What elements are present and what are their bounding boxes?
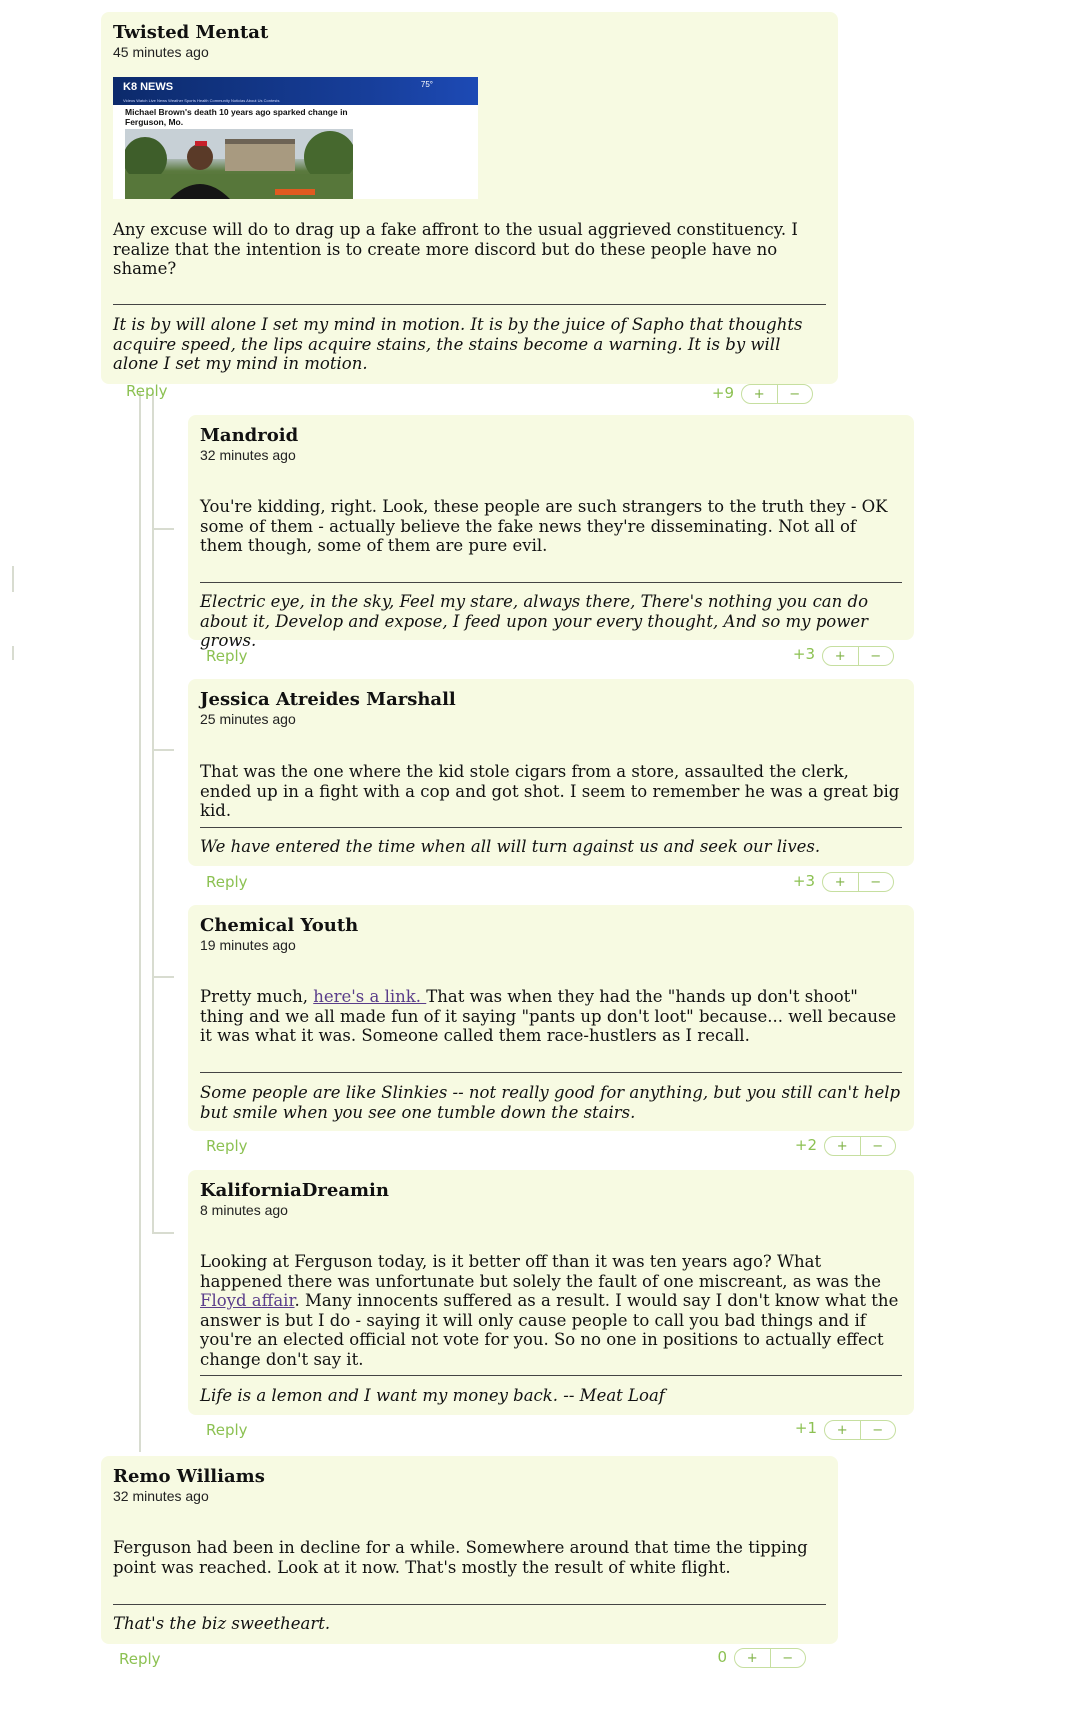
reply-button[interactable]: Reply: [126, 382, 168, 400]
news-photo: [125, 129, 353, 199]
signature-divider: [113, 1604, 826, 1605]
comment-signature: Life is a lemon and I want my money back. -- Meat Loaf: [200, 1386, 665, 1405]
reply-button[interactable]: Reply: [206, 647, 248, 665]
upvote-button[interactable]: +: [746, 1650, 758, 1666]
upvote-button[interactable]: +: [834, 648, 846, 664]
comment-signature: It is by will alone I set my mind in motion. It is by the juice of Sapho that thoughts acquire speed, the lips acquire stains, the stains become a warning. It is by will alone I set my mind in motion.: [113, 315, 803, 373]
comment-time[interactable]: 8 minutes ago: [200, 1202, 288, 1218]
vote-control: [734, 1648, 806, 1668]
comment-author[interactable]: Mandroid: [200, 425, 299, 446]
comment-time[interactable]: 45 minutes ago: [113, 44, 209, 60]
signature-divider: [200, 1375, 902, 1376]
comment-card: [101, 12, 838, 384]
comment-card: [188, 415, 914, 650]
comment-time[interactable]: 32 minutes ago: [200, 447, 296, 463]
thread-branch: [152, 528, 174, 530]
thread-branch: [152, 1232, 174, 1234]
downvote-button[interactable]: −: [777, 385, 813, 403]
thread-line: [152, 392, 154, 1232]
comment-author[interactable]: KaliforniaDreamin: [200, 1180, 389, 1201]
vote-control: [741, 384, 813, 404]
news-logo: K8 NEWS: [123, 81, 174, 93]
weather-badge: 75°: [420, 80, 433, 89]
downvote-button[interactable]: −: [858, 873, 894, 891]
downvote-button[interactable]: −: [860, 1421, 896, 1439]
signature-divider: [200, 1072, 902, 1073]
upvote-button[interactable]: +: [834, 874, 846, 890]
vote-score: 0: [717, 1648, 727, 1666]
downvote-button[interactable]: −: [858, 647, 894, 665]
vote-score: +3: [792, 872, 815, 890]
news-headline: Michael Brown's death 10 years ago sparked change in Ferguson, Mo.: [125, 107, 348, 127]
body-text: That was when they had the "hands up don't shoot" thing and we all made fun of it saying "pants up don't loot" because... well because it was what it was. Someone called them race-hustlers as I recall.: [200, 987, 897, 1045]
body-text: Looking at Ferguson today, is it better off than it was ten years ago? What happened there was unfortunate but solely the fault of one miscreant, as was the: [200, 1252, 881, 1291]
signature-divider: [200, 582, 902, 583]
embedded-image[interactable]: [113, 77, 478, 199]
comment-card: [188, 679, 914, 866]
comment-card: [101, 1456, 838, 1644]
news-nav: Videos Watch Live News Weather Sports Health Community Noticias About Us Contests: [123, 98, 280, 103]
vote-score: +1: [794, 1419, 817, 1437]
signature-divider: [113, 304, 826, 305]
upvote-button[interactable]: +: [836, 1138, 848, 1154]
inline-link[interactable]: here's a link.: [313, 987, 427, 1006]
downvote-button[interactable]: −: [770, 1649, 806, 1667]
comment-signature: That's the biz sweetheart.: [113, 1614, 331, 1633]
comment-body: [200, 987, 902, 1046]
reply-button[interactable]: Reply: [206, 1421, 248, 1439]
vote-score: +9: [711, 384, 734, 402]
reply-button[interactable]: Reply: [206, 1137, 248, 1155]
comment-card: [188, 905, 914, 1131]
comment-time[interactable]: 32 minutes ago: [113, 1488, 209, 1504]
thread-branch: [152, 976, 174, 978]
body-text: Pretty much,: [200, 987, 314, 1006]
body-text: . Many innocents suffered as a result. I would say I don't know what the answer is but I do - saying it will only cause people to call you bad things and if you're an elected official not vote for you. So no one in positions to actually effect change don't say it.: [200, 1291, 899, 1369]
upvote-button[interactable]: +: [836, 1422, 848, 1438]
vote-score: +3: [792, 645, 815, 663]
comment-signature: Electric eye, in the sky, Feel my stare, always there, There's nothing you can do about it, Develop and expose, I feed upon your every thought, And so my power grows.: [200, 592, 869, 650]
downvote-button[interactable]: −: [860, 1137, 896, 1155]
comment-body: Any excuse will do to drag up a fake affront to the usual aggrieved constituency. I realize that the intention is to create more discord but do these people have no shame?: [113, 220, 798, 278]
reply-button[interactable]: Reply: [119, 1650, 161, 1668]
news-header: [113, 77, 478, 105]
vote-control: [822, 646, 894, 666]
comment-body: Ferguson had been in decline for a while. Somewhere around that time the tipping point was reached. Look at it now. That's mostly the result of white flight.: [113, 1538, 808, 1577]
upvote-button[interactable]: +: [753, 386, 765, 402]
comment-time[interactable]: 25 minutes ago: [200, 711, 296, 727]
comment-body: You're kidding, right. Look, these people are such strangers to the truth they - OK some of them - actually believe the fake news they're disseminating. Not all of them though, some of them are pure evil.: [200, 497, 888, 555]
comment-time[interactable]: 19 minutes ago: [200, 937, 296, 953]
comment-card: [188, 1170, 914, 1415]
comment-signature: Some people are like Slinkies -- not really good for anything, but you still can't help but smile when you see one tumble down the stairs.: [200, 1083, 901, 1122]
comment-body: That was the one where the kid stole cigars from a store, assaulted the clerk, ended up in a fight with a cop and got shot. I seem to remember he was a great big kid.: [200, 762, 900, 820]
comment-signature: We have entered the time when all will turn against us and seek our lives.: [200, 837, 821, 856]
comment-author[interactable]: Jessica Atreides Marshall: [200, 689, 456, 710]
vote-control: [824, 1420, 896, 1440]
thread-branch: [152, 749, 174, 751]
thread-line: [139, 1232, 141, 1452]
signature-divider: [200, 827, 902, 828]
scroll-mark: [12, 646, 14, 660]
reply-button[interactable]: Reply: [206, 873, 248, 891]
comment-author[interactable]: Remo Williams: [113, 1466, 265, 1487]
comment-author[interactable]: Chemical Youth: [200, 915, 359, 936]
thread-line: [139, 392, 141, 1232]
vote-control: [824, 1136, 896, 1156]
comment-author[interactable]: Twisted Mentat: [113, 22, 269, 43]
vote-control: [822, 872, 894, 892]
vote-score: +2: [794, 1136, 817, 1154]
scroll-mark: [12, 566, 14, 592]
comment-body: [200, 1252, 902, 1369]
inline-link[interactable]: Floyd affair: [200, 1291, 295, 1310]
